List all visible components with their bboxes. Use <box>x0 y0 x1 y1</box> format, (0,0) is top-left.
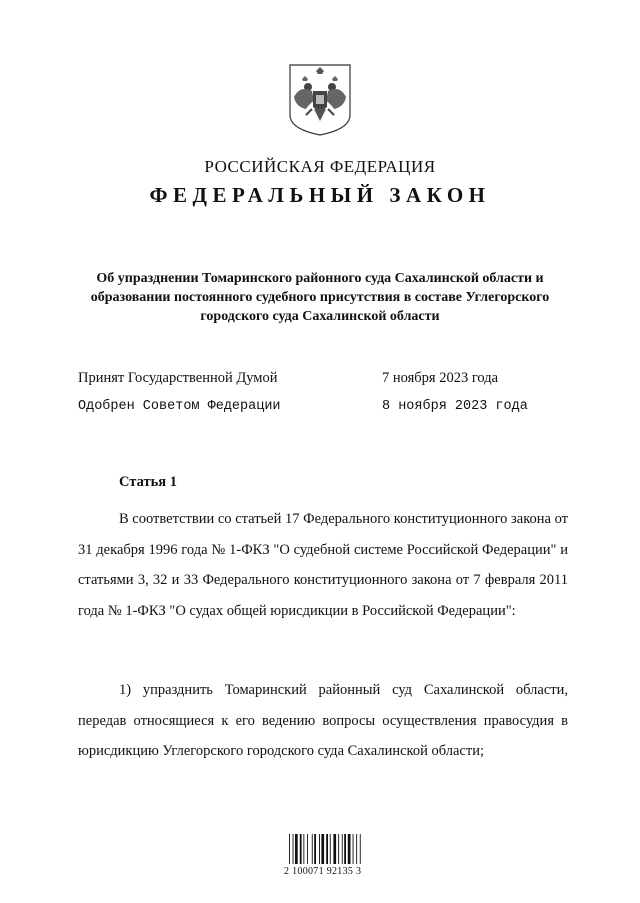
document-type: ФЕДЕРАЛЬНЫЙ ЗАКОН <box>149 183 491 207</box>
article-heading: Статья 1 <box>119 474 177 490</box>
duma-adoption-date: 7 ноября 2023 года <box>382 370 499 386</box>
duma-adoption-label: Принят Государственной Думой <box>78 370 278 386</box>
council-approval-date: 8 ноября 2023 года <box>382 399 528 414</box>
article-clause-1: 1) упразднить Томаринский районный суд Сахалинской области, передав относящиеся к его ведению вопросы осуществления правосудия в юрисдикцию Углегорского городского суда Сахалинской области; <box>78 682 568 759</box>
article-paragraph: В соответствии со статьей 17 Федерального конституционного закона от 31 декабря 1996 года № 1-ФКЗ "О судебной системе Российской Федерации" и статьями 3, 32 и 33 Федерального конституционного закона от 7 февраля 2011 года № 1-ФКЗ "О судах общей юрисдикции в Российской Федерации": <box>78 511 568 619</box>
coat-of-arms-icon <box>286 63 354 137</box>
barcode-number: 2 100071 92135 3 <box>284 866 362 877</box>
council-approval-label: Одобрен Советом Федерации <box>78 399 281 414</box>
law-title: Об упразднении Томаринского районного суда Сахалинской области и образовании постоянного судебного присутствия в составе Углегорского городского суда Сахалинской области <box>90 271 550 324</box>
barcode-icon <box>289 834 361 870</box>
country-name: РОССИЙСКАЯ ФЕДЕРАЦИЯ <box>204 157 436 176</box>
